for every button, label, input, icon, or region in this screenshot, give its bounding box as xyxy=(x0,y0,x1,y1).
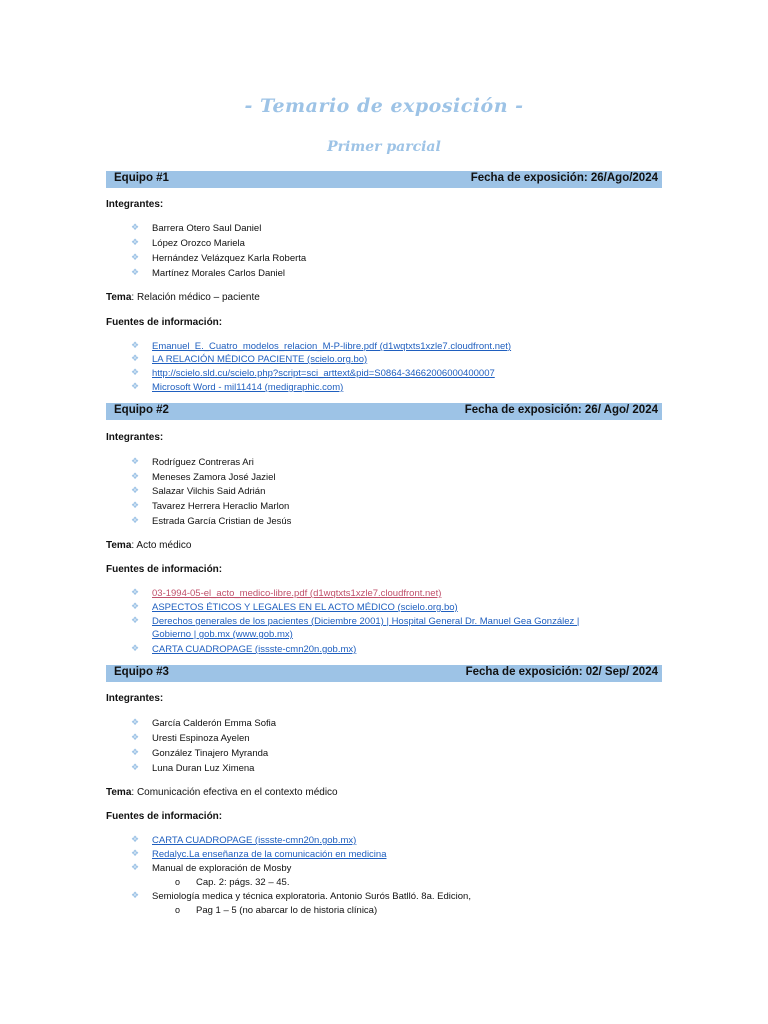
member-item: Luna Duran Luz Ximena xyxy=(152,763,255,774)
source-text: Semiología medica y técnica exploratoria. Antonio Surós Batlló. 8a. Edicion, xyxy=(152,891,471,902)
diamond-bullet-icon: ❖ xyxy=(131,718,140,728)
member-item: Estrada García Cristian de Jesús xyxy=(152,516,292,527)
source-link-continuation[interactable]: Gobierno | gob.mx (www.gob.mx) xyxy=(152,629,293,640)
diamond-bullet-icon: ❖ xyxy=(131,354,140,364)
presentation-date: Fecha de exposición: 26/ Ago/ 2024 xyxy=(464,404,658,416)
sources-label: Fuentes de información: xyxy=(106,317,223,328)
source-subitem: Pag 1 – 5 (no abarcar lo de historia clínica) xyxy=(196,905,378,916)
topic-text: : Acto médico xyxy=(131,540,192,551)
source-link[interactable]: Emanuel_E._Cuatro_modelos_relacion_M-P-libre.pdf (d1wqtxts1xzle7.cloudfront.net) xyxy=(152,341,512,352)
member-item: Martínez Morales Carlos Daniel xyxy=(152,268,286,279)
source-link[interactable]: http://scielo.sld.cu/scielo.php?script=sci_arttext&pid=S0864-34662006000400007 xyxy=(152,368,495,379)
source-text: Manual de exploración de Mosby xyxy=(152,863,292,874)
member-item: López Orozco Mariela xyxy=(152,238,245,249)
circle-bullet-icon: o xyxy=(175,905,181,915)
source-link[interactable]: Microsoft Word - mil11414 (medigraphic.com) xyxy=(152,382,344,393)
topic-text: : Relación médico – paciente xyxy=(131,292,260,303)
member-item: González Tinajero Myranda xyxy=(152,748,269,759)
members-label: Integrantes: xyxy=(106,693,164,704)
presentation-date: Fecha de exposición: 26/Ago/2024 xyxy=(470,172,658,184)
diamond-bullet-icon: ❖ xyxy=(131,472,140,482)
diamond-bullet-icon: ❖ xyxy=(131,516,140,526)
topic-label: Tema xyxy=(106,292,132,303)
topic-label: Tema xyxy=(106,540,132,551)
team-name: Equipo #2 xyxy=(114,404,169,416)
diamond-bullet-icon: ❖ xyxy=(131,501,140,511)
diamond-bullet-icon: ❖ xyxy=(131,486,140,496)
source-link[interactable]: CARTA CUADROPAGE (issste-cmn20n.gob.mx) xyxy=(152,835,357,846)
diamond-bullet-icon: ❖ xyxy=(131,644,140,654)
page-title: - Temario de exposición - xyxy=(244,95,524,117)
diamond-bullet-icon: ❖ xyxy=(131,763,140,773)
diamond-bullet-icon: ❖ xyxy=(131,457,140,467)
diamond-bullet-icon: ❖ xyxy=(131,223,140,233)
source-subitem: Cap. 2: págs. 32 – 45. xyxy=(196,877,290,888)
page-subtitle: Primer parcial xyxy=(327,139,441,155)
member-item: Salazar Vilchis Said Adrián xyxy=(152,486,266,497)
team-name: Equipo #3 xyxy=(114,666,169,678)
source-link[interactable]: CARTA CUADROPAGE (issste-cmn20n.gob.mx) xyxy=(152,644,357,655)
diamond-bullet-icon: ❖ xyxy=(131,368,140,378)
diamond-bullet-icon: ❖ xyxy=(131,891,140,901)
diamond-bullet-icon: ❖ xyxy=(131,849,140,859)
diamond-bullet-icon: ❖ xyxy=(131,616,140,626)
diamond-bullet-icon: ❖ xyxy=(131,588,140,598)
member-item: García Calderón Emma Sofia xyxy=(152,718,277,729)
member-item: Rodríguez Contreras Ari xyxy=(152,457,254,468)
diamond-bullet-icon: ❖ xyxy=(131,863,140,873)
team-header-2 xyxy=(106,403,662,420)
team-header-1 xyxy=(106,171,662,188)
members-label: Integrantes: xyxy=(106,199,164,210)
diamond-bullet-icon: ❖ xyxy=(131,748,140,758)
member-item: Hernández Velázquez Karla Roberta xyxy=(152,253,307,264)
diamond-bullet-icon: ❖ xyxy=(131,341,140,351)
members-label: Integrantes: xyxy=(106,432,164,443)
diamond-bullet-icon: ❖ xyxy=(131,238,140,248)
sources-label: Fuentes de información: xyxy=(106,811,223,822)
diamond-bullet-icon: ❖ xyxy=(131,835,140,845)
circle-bullet-icon: o xyxy=(175,877,181,887)
source-link[interactable]: Redalyc.La enseñanza de la comunicación en medicina xyxy=(152,849,387,860)
diamond-bullet-icon: ❖ xyxy=(131,602,140,612)
member-item: Uresti Espinoza Ayelen xyxy=(152,733,250,744)
diamond-bullet-icon: ❖ xyxy=(131,733,140,743)
diamond-bullet-icon: ❖ xyxy=(131,253,140,263)
team-name: Equipo #1 xyxy=(114,172,169,184)
topic-line xyxy=(106,787,338,798)
source-link[interactable]: ASPECTOS ÉTICOS Y LEGALES EN EL ACTO MÉDICO (scielo.org.bo) xyxy=(152,602,458,613)
diamond-bullet-icon: ❖ xyxy=(131,268,140,278)
member-item: Tavarez Herrera Heraclio Marlon xyxy=(152,501,290,512)
member-item: Barrera Otero Saul Daniel xyxy=(152,223,262,234)
member-item: Meneses Zamora José Jaziel xyxy=(152,472,276,483)
sources-label: Fuentes de información: xyxy=(106,564,223,575)
source-link[interactable]: LA RELACIÓN MÉDICO PACIENTE (scielo.org.bo) xyxy=(152,354,368,365)
presentation-date: Fecha de exposición: 02/ Sep/ 2024 xyxy=(465,666,658,678)
source-link[interactable]: 03-1994-05-el_acto_medico-libre.pdf (d1wqtxts1xzle7.cloudfront.net) xyxy=(152,588,442,599)
topic-line xyxy=(106,540,191,551)
topic-text: : Comunicación efectiva en el contexto médico xyxy=(131,787,338,798)
topic-line xyxy=(106,292,260,303)
source-link[interactable]: Derechos generales de los pacientes (Diciembre 2001) | Hospital General Dr. Manuel Gea González | xyxy=(152,616,580,627)
topic-label: Tema xyxy=(106,787,132,798)
diamond-bullet-icon: ❖ xyxy=(131,382,140,392)
team-header-3 xyxy=(106,665,662,682)
